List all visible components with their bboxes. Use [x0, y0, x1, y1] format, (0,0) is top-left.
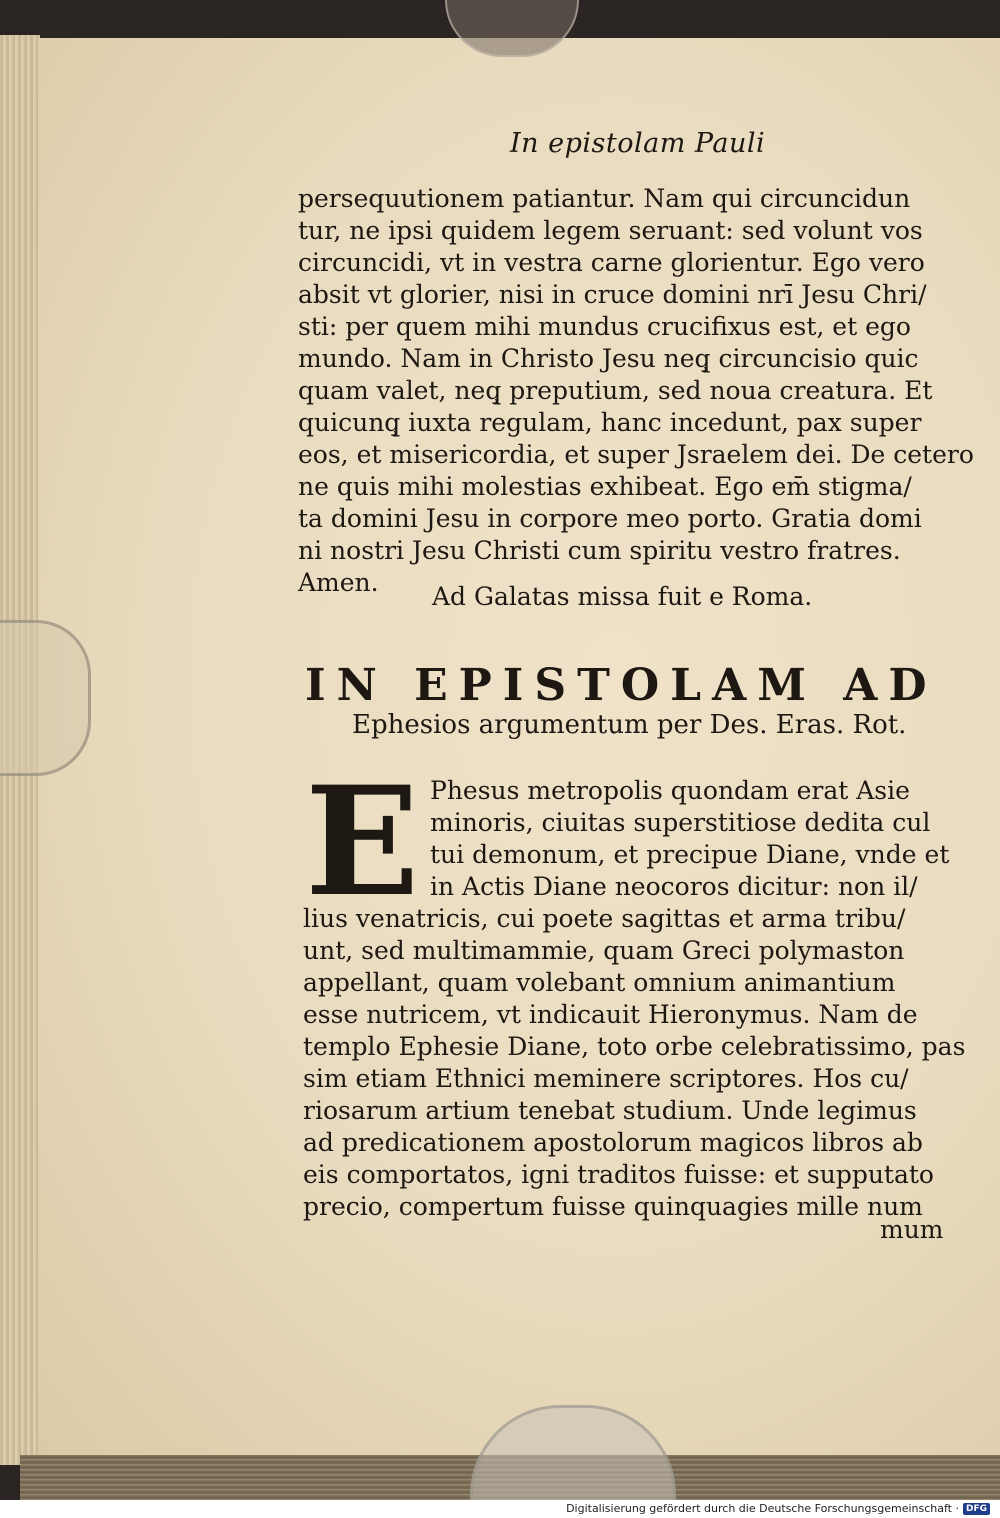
- body-line: ni nostri Jesu Christi cum spiritu vestro fratres.: [298, 536, 901, 565]
- main-text-block: [303, 903, 966, 1223]
- drop-cap-initial: E: [305, 754, 420, 930]
- body-line: sim etiam Ethnici meminere scriptores. Hos cu/: [303, 1064, 909, 1093]
- body-line: persequutionem patiantur. Nam qui circuncidun: [298, 184, 911, 213]
- body-line: circuncidi, vt in vestra carne glorientur. Ego vero: [298, 248, 925, 277]
- body-line: sti: per quem mihi mundus crucifixus est, et ego: [298, 312, 911, 341]
- credit-text: Digitalisierung gefördert durch die Deutsche Forschungsgemeinschaft ·: [566, 1502, 959, 1515]
- drop-cap-text-block: [430, 775, 960, 903]
- body-line: tui demonum, et precipue Diane, vnde et: [430, 840, 950, 869]
- subscription-line: Ad Galatas missa fuit e Roma.: [432, 582, 813, 611]
- body-line: unt, sed multimammie, quam Greci polymaston: [303, 936, 905, 965]
- digitization-credit: [566, 1502, 990, 1515]
- body-text-block: [298, 183, 974, 599]
- body-line: quam valet, neq̧ preputium, sed noua creatura. Et: [298, 376, 933, 405]
- body-line: mundo. Nam in Christo Jesu neq̧ circuncisio quic: [298, 344, 919, 373]
- body-line: ne quis mihi molestias exhibeat. Ego em̄ stigma/: [298, 472, 912, 501]
- left-clip: [0, 620, 91, 776]
- body-line: lius venatricis, cui poete sagittas et arma tribu/: [303, 904, 906, 933]
- section-heading: IN EPISTOLAM AD: [305, 660, 938, 711]
- body-line: appellant, quam volebant omnium animantium: [303, 968, 896, 997]
- body-line: ad predicationem apostolorum magicos libros ab: [303, 1128, 923, 1157]
- body-line: quicunq̧ iuxta regulam, hanc incedunt, pax super: [298, 408, 922, 437]
- body-line: Phesus metropolis quondam erat Asie: [430, 776, 910, 805]
- body-line: riosarum artium tenebat studium. Unde legimus: [303, 1096, 917, 1125]
- body-line: templo Ephesie Diane, toto orbe celebratissimo, pas: [303, 1032, 966, 1061]
- body-line: eis comportatos, igni traditos fuisse: et supputato: [303, 1160, 934, 1189]
- body-line: in Actis Diane neocoros dicitur: non il/: [430, 872, 918, 901]
- body-line: ta domini Jesu in corpore meo porto. Gratia domi: [298, 504, 922, 533]
- body-line: Amen.: [298, 568, 379, 597]
- catchword: mum: [880, 1215, 944, 1244]
- body-line: tur, ne ipsi quidem legem seruant: sed volunt vos: [298, 216, 923, 245]
- body-line: eos, et misericordia, et super Jsraelem dei. De cetero: [298, 440, 974, 469]
- section-subheading: Ephesios argumentum per Des. Eras. Rot.: [352, 710, 907, 740]
- body-line: minoris, ciuitas superstitiose dedita cul: [430, 808, 931, 837]
- body-line: esse nutricem, vt indicauit Hieronymus. Nam de: [303, 1000, 918, 1029]
- body-line: absit vt glorier, nisi in cruce domini nrī Jesu Chri/: [298, 280, 927, 309]
- dfg-logo: DFG: [963, 1503, 990, 1515]
- running-head: In epistolam Pauli: [510, 128, 766, 159]
- body-line: precio, compertum fuisse quinquagies mille num: [303, 1192, 923, 1221]
